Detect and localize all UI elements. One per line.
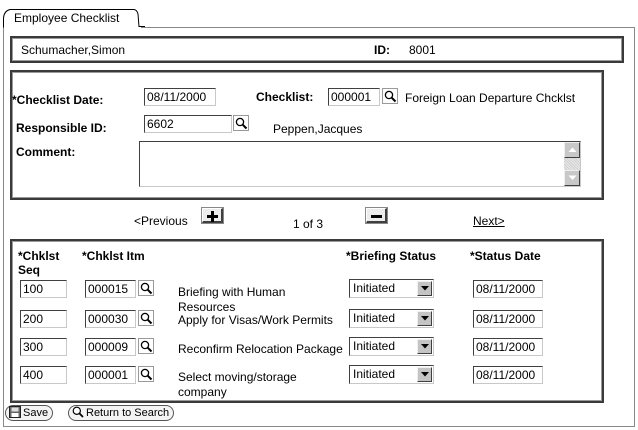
remove-row-button[interactable] (366, 208, 387, 223)
chevron-down-icon (421, 316, 429, 321)
item-description-line2: company (178, 385, 227, 399)
chevron-down-icon (421, 344, 429, 349)
item-lookup-button[interactable] (138, 366, 154, 382)
item-input[interactable]: 000009 (85, 338, 136, 356)
dropdown-button[interactable] (417, 339, 432, 354)
scroll-up-button[interactable] (564, 142, 580, 158)
item-lookup-button[interactable] (138, 338, 154, 354)
checklist-input[interactable]: 000001 (328, 88, 380, 106)
checklist-description: Foreign Loan Departure Chcklst (405, 91, 576, 105)
status-date-input[interactable]: 08/11/2000 (473, 338, 543, 356)
item-input[interactable]: 000030 (85, 310, 136, 328)
dropdown-button[interactable] (417, 367, 432, 382)
arrow-up-icon (568, 147, 577, 153)
briefing-status-value: Initiated (353, 311, 396, 325)
item-input[interactable]: 000015 (85, 280, 136, 298)
previous-link[interactable]: <Previous (134, 214, 188, 228)
item-description: Reconfirm Relocation Package (178, 342, 343, 356)
tab-label: Employee Checklist (14, 11, 120, 25)
responsible-id-label: Responsible ID: (16, 121, 107, 135)
dropdown-button[interactable] (417, 281, 432, 296)
plus-icon (207, 211, 218, 222)
page-position: 1 of 3 (293, 217, 324, 231)
id-value: 8001 (409, 43, 436, 57)
responsible-name: Peppen,Jacques (273, 122, 363, 136)
magnifier-icon (140, 368, 153, 381)
item-lookup-button[interactable] (138, 280, 154, 296)
responsible-id-input[interactable]: 6602 (144, 115, 232, 133)
magnifier-icon (140, 312, 153, 325)
save-label: Save (23, 407, 49, 419)
magnifier-icon (140, 282, 153, 295)
checklist-label: Checklist: (256, 90, 314, 104)
employee-header (10, 36, 624, 63)
status-date-input[interactable]: 08/11/2000 (473, 310, 543, 328)
column-header-item: *Chklst Itm (82, 249, 145, 263)
employee-name: Schumacher,Simon (21, 43, 126, 57)
seq-input[interactable]: 300 (20, 338, 67, 356)
comment-scrollbar[interactable] (564, 142, 580, 186)
item-description: Select moving/storage (178, 370, 297, 384)
status-date-input[interactable]: 08/11/2000 (473, 366, 543, 384)
column-header-seq: *Chklst (18, 249, 60, 263)
responsible-id-lookup-button[interactable] (233, 115, 249, 131)
magnifier-icon (235, 117, 248, 130)
checklist-items-grid (10, 239, 604, 403)
id-label: ID: (374, 43, 390, 57)
item-input[interactable]: 000001 (85, 366, 136, 384)
floppy-disk-icon (9, 406, 21, 418)
arrow-down-icon (568, 175, 577, 181)
add-row-button[interactable] (202, 208, 223, 223)
chevron-down-icon (421, 286, 429, 291)
next-link[interactable]: Next> (473, 214, 505, 228)
comment-textarea[interactable] (139, 141, 581, 187)
minus-icon (371, 211, 382, 222)
seq-input[interactable]: 100 (20, 280, 67, 298)
checklist-date-label: *Checklist Date: (12, 93, 104, 107)
seq-input[interactable]: 200 (20, 310, 67, 328)
briefing-status-select[interactable] (349, 309, 434, 328)
column-header-status-date: *Status Date (470, 249, 541, 263)
comment-label: Comment: (16, 145, 76, 159)
briefing-status-select[interactable] (349, 337, 434, 356)
column-header-briefing-status: *Briefing Status (346, 249, 437, 263)
column-header-seq-line2: Seq (18, 263, 41, 277)
magnifier-icon (140, 340, 153, 353)
item-description: Apply for Visas/Work Permits (178, 313, 333, 327)
save-button[interactable] (5, 405, 53, 421)
item-description: Briefing with Human (178, 285, 286, 299)
magnifier-icon (384, 90, 397, 103)
magnifier-icon (72, 406, 84, 418)
item-description-line2: Resources (178, 300, 236, 314)
briefing-status-select[interactable] (349, 279, 434, 298)
briefing-status-select[interactable] (349, 365, 434, 384)
briefing-status-value: Initiated (353, 339, 396, 353)
item-lookup-button[interactable] (138, 310, 154, 326)
checklist-date-input[interactable]: 08/11/2000 (144, 88, 216, 106)
chevron-down-icon (421, 372, 429, 377)
status-date-input[interactable]: 08/11/2000 (473, 280, 543, 298)
return-to-search-button[interactable] (68, 405, 174, 421)
tab-employee-checklist[interactable] (3, 8, 141, 27)
frame-top-line (141, 27, 634, 28)
dropdown-button[interactable] (417, 311, 432, 326)
return-label: Return to Search (86, 407, 170, 419)
checklist-lookup-button[interactable] (382, 88, 398, 104)
scroll-down-button[interactable] (564, 170, 580, 186)
seq-input[interactable]: 400 (20, 366, 67, 384)
briefing-status-value: Initiated (353, 281, 396, 295)
briefing-status-value: Initiated (353, 367, 396, 381)
